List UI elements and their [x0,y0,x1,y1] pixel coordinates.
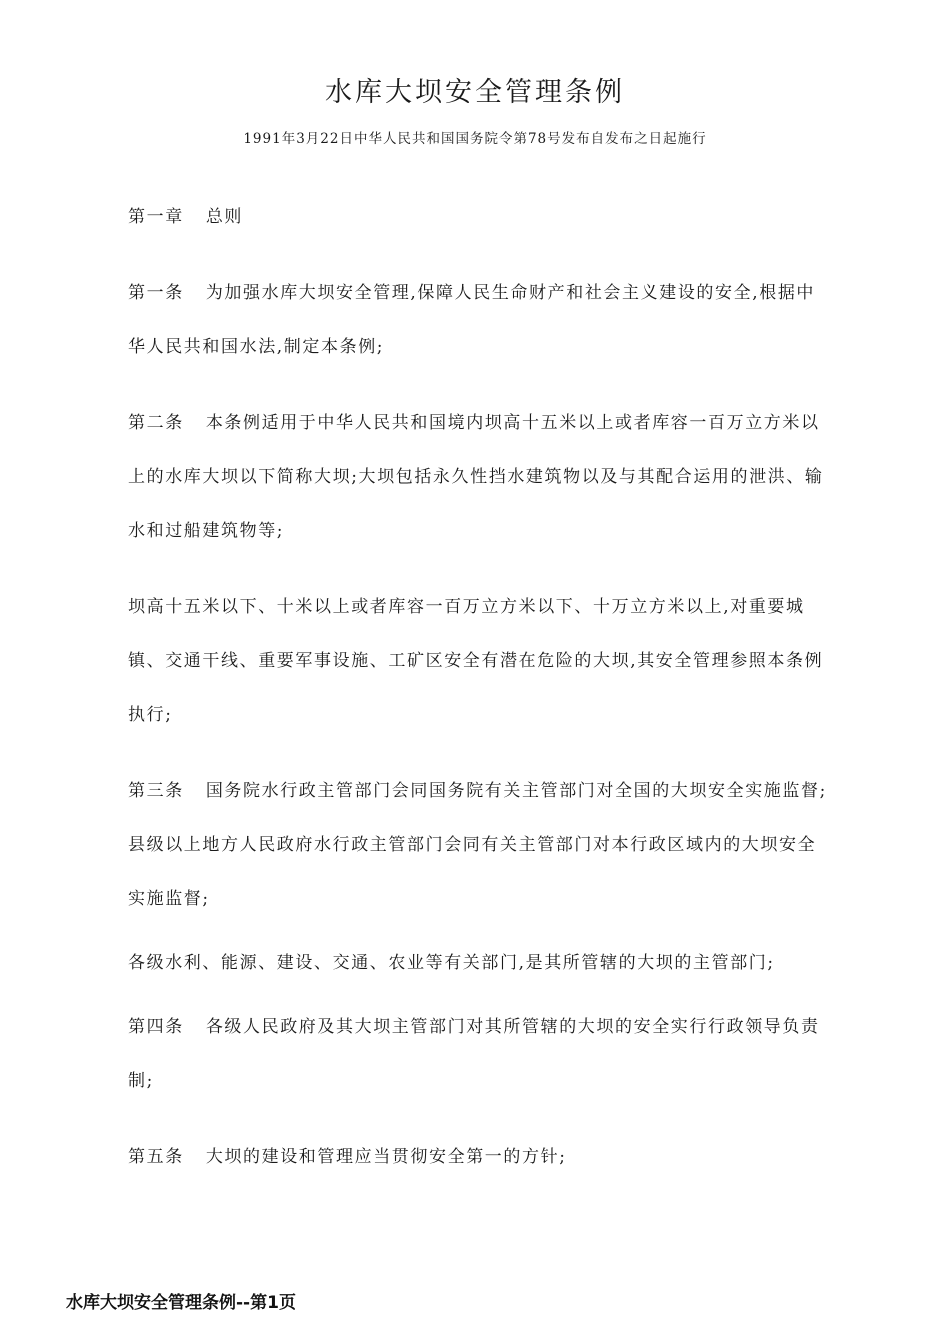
article-2 [128,396,828,558]
document-subtitle: 1991年3月22日中华人民共和国国务院令第78号发布自发布之日起施行 [243,131,707,147]
article-3-label: 第三条 [128,781,184,801]
article-4-label: 第四条 [128,1017,184,1037]
document-title: 水库大坝安全管理条例 [325,77,625,108]
article-4-text: 各级人民政府及其大坝主管部门对其所管辖的大坝的安全实行行政领导负责制; [128,1017,820,1091]
chapter-heading [128,190,828,244]
article-1 [128,266,828,374]
article-4 [128,1000,828,1108]
article-2-label: 第二条 [128,413,184,433]
article-2-continuation: 坝高十五米以下、十米以上或者库容一百万立方米以下、十万立方米以上,对重要城镇、交通干线、重要军事设施、工矿区安全有潜在危险的大坝,其安全管理参照本条例执行; [128,597,824,725]
article-1-label: 第一条 [128,283,184,303]
article-5-label: 第五条 [128,1147,184,1167]
article-5 [128,1130,828,1184]
chapter-name: 总则 [205,207,244,227]
article-1-text: 为加强水库大坝安全管理,保障人民生命财产和社会主义建设的安全,根据中华人民共和国水法,制定本条例; [128,283,816,357]
page-footer: 水库大坝安全管理条例--第1页 [66,1293,296,1313]
document-body [128,190,828,1184]
article-3-text: 国务院水行政主管部门会同国务院有关主管部门对全国的大坝安全实施监督;县级以上地方人民政府水行政主管部门会同有关主管部门对本行政区域内的大坝安全实施监督; [128,781,827,909]
article-2-text: 本条例适用于中华人民共和国境内坝高十五米以上或者库容一百万立方米以上的水库大坝以下简称大坝;大坝包括永久性挡水建筑物以及与其配合运用的泄洪、输水和过船建筑物等; [128,413,824,541]
chapter-label: 第一章 [128,207,184,227]
article-3 [128,764,828,926]
article-5-text: 大坝的建设和管理应当贯彻安全第一的方针; [205,1147,567,1167]
article-3-continuation: 各级水利、能源、建设、交通、农业等有关部门,是其所管辖的大坝的主管部门; [128,953,775,973]
